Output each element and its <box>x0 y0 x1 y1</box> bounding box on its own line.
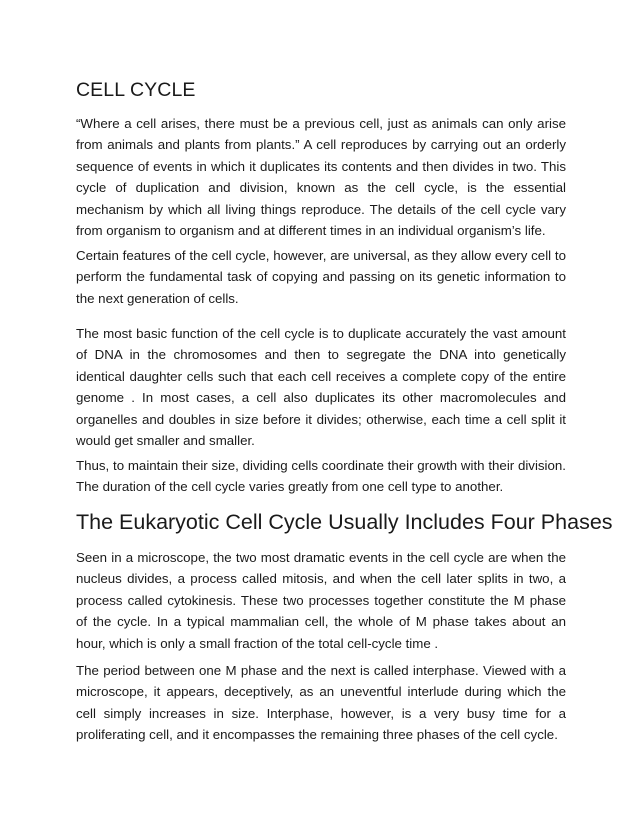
paragraph-section-1: Seen in a microscope, the two most dramatic events in the cell cycle are when the nucleus divides, a process called mitosis, and when the cell later splits in two, a process called cytokinesis. These two processes together constitute the M phase of the cycle. In a typical mammalian cell, the whole of M phase takes about an hour, which is only a small fraction of the total cell-cycle time . <box>76 550 566 651</box>
paragraph-intro-1: “Where a cell arises, there must be a previous cell, just as animals can only arise from animals and plants from plants.” A cell reproduces by carrying out an orderly sequence of events in which it duplicates its contents and then divides in two. This cycle of duplication and division, known as the cell cycle, is the essential mechanism by which all living things reproduce. The details of the cell cycle vary from organism to organism and at different times in an individual organism’s life. <box>76 116 566 239</box>
paragraph-intro-2: Certain features of the cell cycle, however, are universal, as they allow every cell to perform the fundamental task of copying and passing on its genetic information to the next generation of cells. <box>76 248 566 306</box>
paragraph-intro-4: Thus, to maintain their size, dividing cells coordinate their growth with their division. The duration of the cell cycle varies greatly from one cell type to another. <box>76 458 566 495</box>
document-title: CELL CYCLE <box>76 79 196 101</box>
section-heading: The Eukaryotic Cell Cycle Usually Includes Four Phases <box>76 510 613 534</box>
paragraph-intro-3: The most basic function of the cell cycle is to duplicate accurately the vast amount of DNA in the chromosomes and then to segregate the DNA into genetically identical daughter cells such that each cell receives a complete copy of the entire genome . In most cases, a cell also duplicates its other macromolecules and organelles and doubles in size before it divides; otherwise, each time a cell split it would get smaller and smaller. <box>76 326 566 449</box>
paragraph-section-2: The period between one M phase and the next is called interphase. Viewed with a microscope, it appears, deceptively, as an uneventful interlude during which the cell simply increases in size. Interphase, however, is a very busy time for a proliferating cell, and it encompasses the remaining three phases of the cell cycle. <box>76 663 566 743</box>
